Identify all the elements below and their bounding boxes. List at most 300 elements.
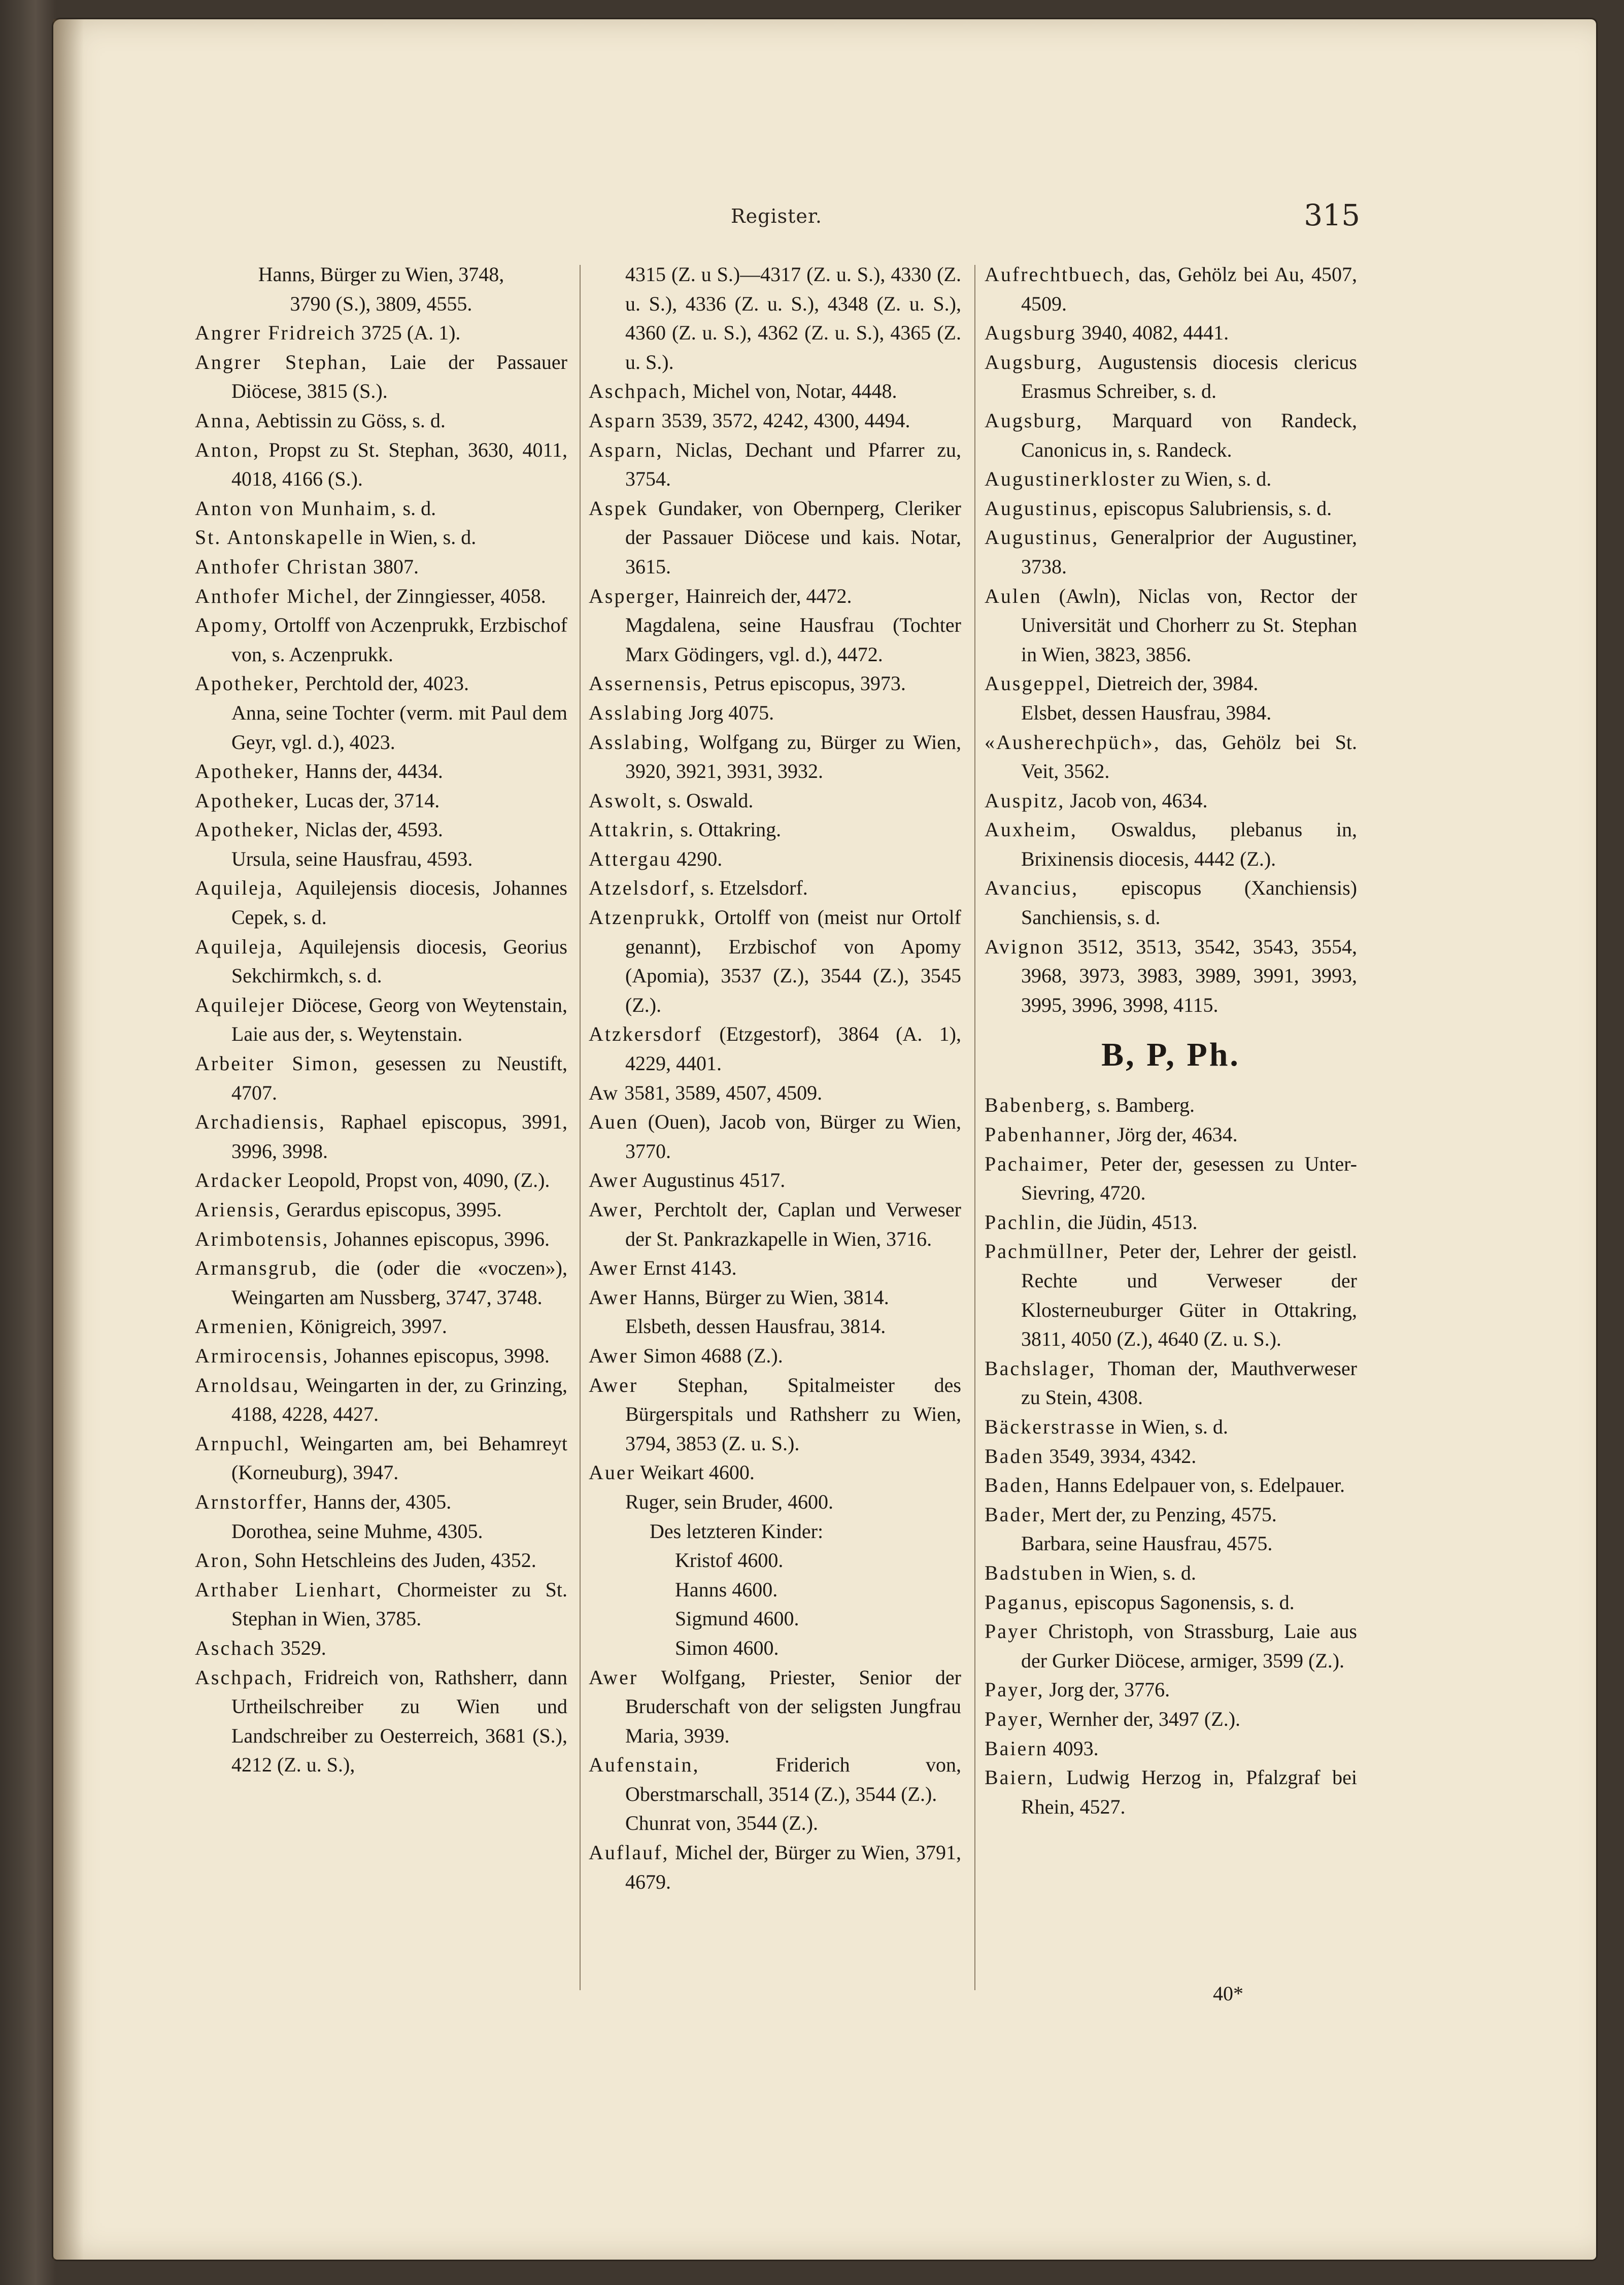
- register-entry: [589, 1750, 961, 1809]
- entry-headword: Awer: [589, 1256, 638, 1280]
- register-entry: [195, 1224, 567, 1254]
- register-entry: [589, 1663, 961, 1751]
- entry-text: Sohn Hetschleins des Juden, 4352.: [249, 1549, 536, 1572]
- entry-headword: Apotheker,: [195, 760, 300, 783]
- register-entry: [589, 1604, 961, 1633]
- entry-text: Aquilejensis diocesis, Georius Sekchirmkch, s. d.: [231, 935, 567, 987]
- register-entry: [195, 844, 567, 874]
- entry-headword: Aufenstain,: [589, 1753, 700, 1777]
- entry-text: gesessen zu Neustift, 4707.: [231, 1052, 567, 1104]
- entry-headword: Aschach: [195, 1636, 276, 1659]
- register-entry: [195, 698, 567, 757]
- entry-text: Hanns Edelpauer von, s. Edelpauer.: [1051, 1474, 1345, 1497]
- register-entry: [985, 1763, 1357, 1821]
- register-entry: [195, 523, 567, 552]
- entry-text: Hanns der, 4305.: [308, 1490, 452, 1513]
- register-entry: [195, 1663, 567, 1780]
- entry-text: 4315 (Z. u S.)—4317 (Z. u. S.), 4330 (Z. u. S.), 4336 (Z. u. S.), 4348 (Z. u. S.), 4360 (Z. u. S.), 4362 (Z. u. S.), 4365 (Z. u. S.).: [625, 263, 961, 373]
- register-entry: [195, 348, 567, 406]
- entry-headword: Anton,: [195, 438, 260, 461]
- entry-text: 3539, 3572, 4242, 4300, 4494.: [656, 408, 910, 432]
- entry-headword: Ardacker: [195, 1169, 283, 1192]
- register-entry: [195, 1517, 567, 1546]
- entry-text: Propst zu St. Stephan, 3630, 4011, 4018, 4166 (S.).: [231, 438, 567, 491]
- entry-headword: Bader,: [985, 1503, 1046, 1526]
- entry-text: Sigmund 4600.: [675, 1607, 799, 1630]
- entry-headword: Augustinus,: [985, 496, 1099, 520]
- register-entry: [985, 1149, 1357, 1208]
- entry-text: 3549, 3934, 4342.: [1044, 1444, 1197, 1468]
- entry-text: Hainreich der, 4472.: [681, 584, 852, 607]
- entry-text: Gerardus episcopus, 3995.: [281, 1198, 502, 1221]
- register-entry: [985, 464, 1357, 494]
- entry-headword: Arnstorffer,: [195, 1490, 309, 1513]
- register-entry: [985, 1588, 1357, 1617]
- entry-text: 3529.: [275, 1636, 326, 1659]
- entry-text: Thoman der, Mauthverweser zu Stein, 4308.: [1021, 1356, 1357, 1409]
- signature-mark: 40*: [1213, 1982, 1243, 2005]
- register-entry: [195, 1371, 567, 1429]
- register-entry: [985, 1412, 1357, 1442]
- entry-headword: Auspitz,: [985, 789, 1065, 812]
- entry-headword: Arthaber Lienhart,: [195, 1578, 383, 1601]
- column-rule: [974, 265, 975, 1990]
- entry-headword: Payer,: [985, 1707, 1044, 1730]
- entry-text: Chunrat von, 3544 (Z.).: [625, 1812, 818, 1835]
- entry-headword: Badstuben: [985, 1561, 1084, 1584]
- entry-headword: Armenien,: [195, 1315, 295, 1338]
- entry-headword: Auxheim,: [985, 818, 1077, 841]
- entry-headword: Baden: [985, 1444, 1044, 1468]
- entry-headword: Aquileja,: [195, 876, 284, 900]
- entry-headword: Aschpach,: [195, 1665, 294, 1689]
- entry-headword: Augsburg,: [985, 408, 1084, 432]
- entry-text: Ludwig Herzog in, Pfalzgraf bei Rhein, 4527.: [1021, 1766, 1357, 1818]
- entry-headword: Asparn,: [589, 438, 663, 461]
- register-entry: [589, 844, 961, 874]
- entry-text: Johannes episcopus, 3996.: [329, 1227, 550, 1250]
- register-entry: [985, 669, 1357, 698]
- entry-headword: Awer: [589, 1169, 638, 1192]
- entry-text: Ursula, seine Hausfrau, 4593.: [231, 847, 473, 870]
- page-gutter-shadow: [53, 19, 84, 2260]
- entry-text: 4290.: [671, 847, 723, 870]
- entry-text: Marquard von Randeck, Canonicus in, s. Randeck.: [1021, 408, 1357, 461]
- register-entry: [589, 1838, 961, 1896]
- entry-headword: Bachslager,: [985, 1356, 1096, 1380]
- entry-text: episcopus (Xanchiensis) Sanchiensis, s. d.: [1021, 876, 1357, 929]
- entry-text: Ernst 4143.: [638, 1256, 737, 1280]
- register-entry: [195, 1341, 567, 1371]
- register-entry: [985, 1617, 1357, 1675]
- register-entry: [589, 728, 961, 786]
- entry-headword: Pabenhanner,: [985, 1123, 1112, 1146]
- register-entry: [195, 1633, 567, 1663]
- register-entry: [589, 1195, 961, 1253]
- register-entry: [589, 669, 961, 698]
- register-entry: [589, 494, 961, 582]
- entry-headword: Assernensis,: [589, 672, 709, 695]
- entry-headword: Aspek: [589, 496, 649, 520]
- register-entry: [589, 610, 961, 669]
- register-entry: [589, 1019, 961, 1078]
- page-number: 315: [1304, 198, 1360, 232]
- register-entry: [589, 1312, 961, 1341]
- entry-text: Ortolff von Aczenprukk, Erzbischof von, s. Aczenprukk.: [231, 613, 567, 666]
- entry-headword: Auflauf,: [589, 1841, 669, 1864]
- entry-text: Jorg der, 3776.: [1044, 1678, 1170, 1701]
- register-entry: [985, 1734, 1357, 1763]
- entry-text: Weingarten am, bei Behamreyt (Korneuburg), 3947.: [231, 1431, 567, 1484]
- entry-text: s. Bamberg.: [1092, 1094, 1195, 1117]
- entry-text: Laie der Passauer Diöcese, 3815 (S.).: [231, 350, 567, 403]
- register-entry: [195, 1546, 567, 1575]
- entry-headword: Aschpach,: [589, 380, 688, 403]
- entry-text: in Wien, s. d.: [1115, 1415, 1228, 1438]
- entry-headword: Aw: [589, 1081, 620, 1104]
- entry-headword: Atzelsdorf,: [589, 876, 696, 900]
- entry-text: s. d.: [397, 496, 436, 520]
- entry-text: Weikart 4600.: [635, 1461, 755, 1484]
- entry-text: Perchtolt der, Caplan und Verweser der St. Pankrazkapelle in Wien, 3716.: [625, 1198, 961, 1250]
- entry-text: Wolfgang, Priester, Senior der Bruderschaft von der seligsten Jungfrau Maria, 3939.: [625, 1665, 961, 1747]
- register-entry: [985, 1237, 1357, 1353]
- register-entry: [985, 406, 1357, 464]
- entry-text: Stephan, Spitalmeister des Bürgerspitals und Rathsherr zu Wien, 3794, 3853 (Z. u. S.).: [625, 1373, 961, 1455]
- register-entry: [195, 932, 567, 991]
- entry-text: Hanns der, 4434.: [300, 760, 443, 783]
- entry-headword: Archadiensis,: [195, 1110, 326, 1134]
- entry-headword: Aufrechtbuech,: [985, 263, 1132, 286]
- entry-headword: Anthofer Michel,: [195, 584, 360, 607]
- register-entry: [195, 289, 567, 319]
- entry-text: Oswaldus, plebanus in, Brixinensis diocesis, 4442 (Z.).: [1021, 818, 1357, 870]
- register-entry: [985, 1558, 1357, 1588]
- register-entry: [589, 873, 961, 903]
- entry-text: das, Gehölz bei Au, 4507, 4509.: [1021, 263, 1357, 315]
- entry-headword: Aquileja,: [195, 935, 284, 958]
- register-entry: [589, 1166, 961, 1195]
- register-entry: [985, 1500, 1357, 1529]
- entry-headword: Avignon: [985, 935, 1065, 958]
- entry-headword: Avancius,: [985, 876, 1079, 900]
- entry-text: Simon 4688 (Z.).: [638, 1344, 783, 1367]
- section-heading: B, P, Ph.: [1101, 1036, 1240, 1074]
- entry-headword: Attergau: [589, 847, 672, 870]
- entry-text: Michel von, Notar, 4448.: [687, 380, 897, 403]
- entry-headword: Payer: [985, 1620, 1039, 1643]
- register-entry: [195, 786, 567, 815]
- entry-text: in Wien, s. d.: [1084, 1561, 1196, 1584]
- register-entry: [589, 698, 961, 728]
- entry-text: Gundaker, von Obernperg, Cleriker der Passauer Diöcese und kais. Notar, 3615.: [625, 496, 961, 578]
- register-entry: [589, 406, 961, 435]
- register-entry: [985, 786, 1357, 815]
- register-entry: [195, 1575, 567, 1633]
- entry-headword: Asperger,: [589, 584, 681, 607]
- entry-headword: Arbeiter Simon,: [195, 1052, 359, 1075]
- entry-text: Jorg 4075.: [684, 701, 774, 724]
- entry-headword: Awer: [589, 1285, 638, 1309]
- entry-headword: Awer: [589, 1344, 638, 1367]
- entry-text: s. Etzelsdorf.: [696, 876, 808, 900]
- entry-headword: Augsburg,: [985, 350, 1084, 373]
- entry-text: Simon 4600.: [675, 1636, 779, 1659]
- register-entry: [589, 582, 961, 611]
- register-entry: [195, 1429, 567, 1487]
- entry-text: episcopus Sagonensis, s. d.: [1069, 1590, 1295, 1614]
- entry-headword: Pachaimer,: [985, 1152, 1090, 1175]
- entry-text: Christoph, von Strassburg, Laie aus der Gurker Diöcese, armiger, 3599 (Z.).: [1021, 1620, 1357, 1672]
- register-entry: [195, 1107, 567, 1166]
- register-entry: [985, 1120, 1357, 1149]
- register-entry: [985, 1354, 1357, 1412]
- entry-text: Dorothea, seine Muhme, 4305.: [231, 1519, 483, 1543]
- register-entry: [985, 348, 1357, 406]
- entry-headword: Aquilejer: [195, 993, 286, 1016]
- register-entry: [985, 1471, 1357, 1500]
- entry-text: der Zinngiesser, 4058.: [360, 584, 546, 607]
- register-entry: [985, 260, 1357, 318]
- entry-headword: «Ausherechpüch»,: [985, 730, 1161, 754]
- register-column-3: [985, 260, 1357, 1821]
- running-title: Register.: [731, 205, 822, 227]
- register-entry: [985, 698, 1357, 728]
- entry-text: die Jüdin, 4513.: [1062, 1210, 1198, 1234]
- entry-text: Wolfgang zu, Bürger zu Wien, 3920, 3921, 3931, 3932.: [625, 730, 961, 783]
- register-entry: [589, 377, 961, 406]
- entry-headword: Ariensis,: [195, 1198, 282, 1221]
- register-entry: [589, 1546, 961, 1575]
- register-entry: [195, 1487, 567, 1517]
- register-entry: [195, 435, 567, 494]
- page-header: [0, 198, 1624, 233]
- entry-headword: Asslabing,: [589, 730, 690, 754]
- register-entry: [195, 318, 567, 348]
- entry-text: Kristof 4600.: [675, 1549, 784, 1572]
- entry-headword: Anton von Munhaim,: [195, 496, 398, 520]
- register-entry: [985, 1529, 1357, 1558]
- entry-headword: Babenberg,: [985, 1094, 1093, 1117]
- entry-text: in Wien, s. d.: [364, 526, 477, 549]
- entry-headword: Asslabing: [589, 701, 684, 724]
- entry-headword: Anthofer Christan: [195, 555, 368, 578]
- register-entry: [985, 318, 1357, 348]
- register-entry: [589, 903, 961, 1019]
- column-rule: [580, 265, 581, 1990]
- entry-text: (Etzgestorf), 3864 (A. 1), 4229, 4401.: [625, 1022, 961, 1075]
- entry-text: Generalprior der Augustiner, 3738.: [1021, 526, 1357, 578]
- entry-headword: Apomy,: [195, 613, 269, 637]
- entry-text: Elsbet, dessen Hausfrau, 3984.: [1021, 701, 1272, 724]
- entry-text: Raphael episcopus, 3991, 3996, 3998.: [231, 1110, 567, 1163]
- entry-headword: Ausgeppel,: [985, 672, 1092, 695]
- entry-text: Jörg der, 4634.: [1111, 1123, 1238, 1146]
- register-entry: [985, 523, 1357, 581]
- register-entry: [985, 494, 1357, 523]
- register-entry: [589, 1517, 961, 1546]
- entry-headword: Baiern: [985, 1736, 1048, 1760]
- entry-headword: Arnpuchl,: [195, 1431, 291, 1455]
- entry-text: Johannes episcopus, 3998.: [329, 1344, 550, 1367]
- entry-text: Michel der, Bürger zu Wien, 3791, 4679.: [625, 1841, 961, 1893]
- entry-headword: Auer: [589, 1461, 635, 1484]
- register-entry: [589, 1341, 961, 1371]
- register-entry: [589, 786, 961, 815]
- register-entry: [195, 552, 567, 582]
- register-entry: [195, 1049, 567, 1107]
- entry-text: (Awln), Niclas von, Rector der Universität und Chorherr zu St. Stephan in Wien, 3823, 3856.: [1021, 584, 1357, 666]
- entry-text: Dietreich der, 3984.: [1092, 672, 1259, 695]
- register-entry: [589, 1371, 961, 1458]
- entry-text: Leopold, Propst von, 4090, (Z.).: [282, 1169, 550, 1192]
- entry-headword: Pachlin,: [985, 1210, 1063, 1234]
- entry-text: Peter der, Lehrer der geistl. Rechte und Verweser der Klosterneuburger Güter in Ottakring, 3811, 4050 (Z.), 4640 (Z. u. S.).: [1021, 1240, 1357, 1351]
- entry-text: Magdalena, seine Hausfrau (Tochter Marx Gödingers, vgl. d.), 4472.: [625, 613, 961, 666]
- register-entry: [195, 757, 567, 786]
- entry-text: Barbara, seine Hausfrau, 4575.: [1021, 1532, 1273, 1555]
- entry-headword: Augsburg: [985, 321, 1077, 345]
- entry-headword: Angrer Fridreich: [195, 321, 356, 345]
- register-entry: [985, 1704, 1357, 1734]
- register-entry: [195, 260, 567, 289]
- entry-text: die (oder die «voczen»), Weingarten am Nussberg, 3747, 3748.: [231, 1256, 567, 1309]
- register-entry: [195, 1312, 567, 1341]
- entry-headword: Bäckerstrasse: [985, 1415, 1116, 1438]
- entry-text: Hanns, Bürger zu Wien, 3814.: [638, 1285, 889, 1309]
- register-entry: [985, 1675, 1357, 1704]
- entry-text: Wernher der, 3497 (Z.).: [1044, 1707, 1241, 1730]
- entry-text: Königreich, 3997.: [294, 1315, 447, 1338]
- register-entry: [985, 582, 1357, 669]
- entry-text: Niclas, Dechant und Pfarrer zu, 3754.: [625, 438, 961, 491]
- register-entry: [985, 728, 1357, 786]
- entry-headword: Armirocensis,: [195, 1344, 329, 1367]
- entry-text: Des letzteren Kinder:: [650, 1519, 824, 1543]
- entry-text: Augustinus 4517.: [638, 1169, 786, 1192]
- register-entry: [589, 1633, 961, 1663]
- register-entry: [195, 873, 567, 932]
- entry-headword: Angrer Stephan,: [195, 350, 368, 373]
- entry-text: 3790 (S.), 3809, 4555.: [290, 292, 472, 315]
- entry-headword: Paganus,: [985, 1590, 1070, 1614]
- entry-headword: Arimbotensis,: [195, 1227, 329, 1250]
- register-entry: [195, 582, 567, 611]
- entry-text: 3725 (A. 1).: [356, 321, 461, 345]
- register-entry: [589, 1575, 961, 1605]
- entry-headword: Arnoldsau,: [195, 1373, 300, 1396]
- entry-headword: Armansgrub,: [195, 1256, 318, 1280]
- entry-text: Chormeister zu St. Stephan in Wien, 3785.: [231, 1578, 567, 1630]
- register-entry: [589, 815, 961, 844]
- register-entry: [985, 1208, 1357, 1237]
- register-entry: [195, 669, 567, 698]
- entry-headword: Apotheker,: [195, 789, 300, 812]
- register-entry: [195, 406, 567, 435]
- entry-text: Fridreich von, Rathsherr, dann Urtheilschreiber zu Wien und Landschreiber zu Oesterreich, 3681 (S.), 4212 (Z. u. S.),: [231, 1665, 567, 1777]
- entry-headword: Atzkersdorf: [589, 1022, 703, 1046]
- register-entry: [195, 1253, 567, 1312]
- register-entry: [195, 815, 567, 844]
- entry-text: Diöcese, Georg von Weytenstain, Laie aus der, s. Weytenstain.: [231, 993, 567, 1046]
- entry-text: Petrus episcopus, 3973.: [709, 672, 906, 695]
- register-entry: [195, 610, 567, 669]
- entry-text: Niclas der, 4593.: [300, 818, 443, 841]
- entry-headword: St. Antonskapelle: [195, 526, 364, 549]
- entry-headword: Augustinus,: [985, 526, 1099, 549]
- entry-headword: Atzenprukk,: [589, 906, 706, 929]
- entry-headword: Asparn: [589, 408, 657, 432]
- register-entry: [985, 1090, 1357, 1120]
- entry-headword: Auen: [589, 1110, 639, 1134]
- entry-text: s. Ottakring.: [675, 818, 782, 841]
- entry-text: zu Wien, s. d.: [1156, 467, 1272, 491]
- entry-text: Elsbeth, dessen Hausfrau, 3814.: [625, 1315, 886, 1338]
- entry-headword: Augustinerkloster: [985, 467, 1156, 491]
- entry-text: Peter der, gesessen zu Unter-Sievring, 4720.: [1021, 1152, 1357, 1205]
- entry-text: Mert der, zu Penzing, 4575.: [1046, 1503, 1277, 1526]
- entry-text: Perchtold der, 4023.: [300, 672, 469, 695]
- register-entry: [589, 1107, 961, 1166]
- entry-headword: Payer,: [985, 1678, 1044, 1701]
- entry-text: Augustensis diocesis clericus Erasmus Schreiber, s. d.: [1021, 350, 1357, 403]
- entry-headword: Aron,: [195, 1549, 250, 1572]
- entry-text: 3807.: [367, 555, 419, 578]
- entry-text: 3581, 3589, 4507, 4509.: [619, 1081, 823, 1104]
- entry-text: (Ouen), Jacob von, Bürger zu Wien, 3770.: [625, 1110, 961, 1163]
- entry-text: das, Gehölz bei St. Veit, 3562.: [1021, 730, 1357, 783]
- entry-headword: Aulen: [985, 584, 1042, 607]
- register-entry: [195, 1166, 567, 1195]
- entry-text: Hanns 4600.: [675, 1578, 778, 1601]
- entry-text: 4093.: [1047, 1736, 1099, 1760]
- entry-text: Aebtissin zu Göss, s. d.: [251, 408, 446, 432]
- entry-text: s. Oswald.: [663, 789, 754, 812]
- entry-headword: Aswolt,: [589, 789, 663, 812]
- register-entry: [589, 1809, 961, 1838]
- entry-text: Friderich von, Oberstmarschall, 3514 (Z.), 3544 (Z.).: [625, 1753, 961, 1805]
- register-entry: [195, 494, 567, 523]
- entry-text: 3940, 4082, 4441.: [1076, 321, 1229, 345]
- register-entry: [589, 1253, 961, 1283]
- entry-headword: Awer: [589, 1665, 638, 1689]
- register-entry: [195, 1195, 567, 1224]
- register-entry: [589, 1078, 961, 1108]
- entry-headword: Attakrin,: [589, 818, 675, 841]
- entry-text: episcopus Salubriensis, s. d.: [1099, 496, 1332, 520]
- entry-headword: Apotheker,: [195, 672, 300, 695]
- register-entry: [985, 932, 1357, 1020]
- register-entry: [985, 815, 1357, 873]
- register-entry: [589, 435, 961, 494]
- register-entry: [589, 260, 961, 377]
- entry-text: Lucas der, 3714.: [300, 789, 440, 812]
- entry-headword: Apotheker,: [195, 818, 300, 841]
- entry-text: 3512, 3513, 3542, 3543, 3554, 3968, 3973, 3983, 3989, 3991, 3993, 3995, 3996, 3998, 4115.: [1021, 935, 1357, 1016]
- register-entry: [589, 1458, 961, 1487]
- entry-headword: Baden,: [985, 1474, 1051, 1497]
- entry-headword: Awer,: [589, 1198, 644, 1221]
- entry-headword: Pachmüllner,: [985, 1240, 1110, 1263]
- entry-text: Ortolff von (meist nur Ortolf genannt), Erzbischof von Apomy (Apomia), 3537 (Z.), 3544 (Z.), 3545 (Z.).: [625, 906, 961, 1016]
- entry-text: Hanns, Bürger zu Wien, 3748,: [258, 263, 504, 286]
- entry-headword: Baiern,: [985, 1766, 1055, 1789]
- entry-text: Jacob von, 4634.: [1065, 789, 1208, 812]
- register-entry: [195, 991, 567, 1049]
- register-column-1: [195, 260, 567, 1780]
- entry-headword: Anna,: [195, 408, 252, 432]
- entry-text: Ruger, sein Bruder, 4600.: [625, 1490, 834, 1513]
